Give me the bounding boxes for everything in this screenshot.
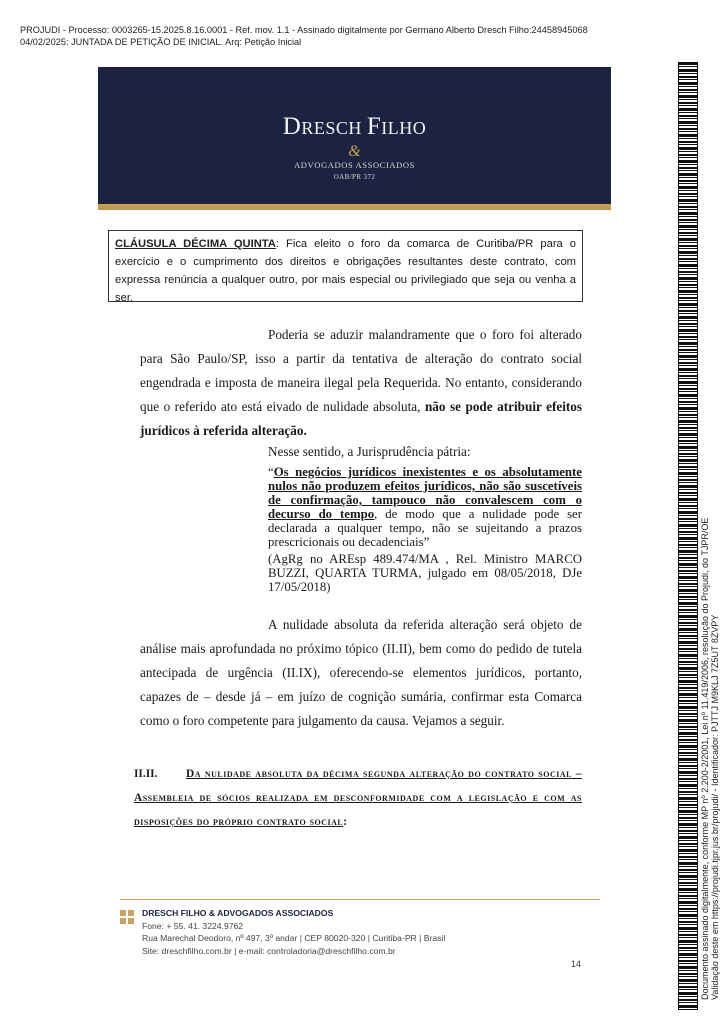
- section-title: Da nulidade absoluta da décima segunda alteração do contrato social – Assembleia de sócios realizada em desconformidade com a legislação e com as disposições do próprio contrato social: [134, 768, 582, 828]
- firm-logo-name: [98, 113, 611, 141]
- logo-ampersand: &: [348, 143, 361, 160]
- footer-divider: [120, 899, 600, 900]
- clause-text: : Fica eleito o foro da comarca de Curitiba/PR para o exercício e o cumprimento dos direitos e obrigações resultantes deste contrato, com expressa renúncia a qualquer outro, por mais especial ou privilegiado que seja ou venha a ser.: [115, 238, 577, 304]
- footer: [142, 907, 445, 957]
- footer-phone: Fone: + 55. 41. 3224.9762: [142, 920, 244, 931]
- page-number: 14: [571, 959, 582, 969]
- quote-open-mark: “: [268, 465, 274, 479]
- paragraph-3: A nulidade absoluta da referida alteração será objeto de análise mais aprofundada no próximo tópico (II.II), bem como do pedido de tutela antecipada de urgência (II.IX), oferecendo-se elementos jurídicos, portanto, capazes de – desde já – em juízo de cognição sumária, confirmar esta Comarca como o foro competente para julgamento da causa. Vejamos a seguir.: [140, 617, 582, 728]
- paragraph-1-text: Poderia se aduzir malandramente que o foro foi alterado para São Paulo/SP, isso a partir da tentativa de alteração do contrato social engendrada e imposta de maneira ilegal pela Requerida. No entanto, considerando que o referido ato está eivado de nulidade absoluta,: [140, 327, 582, 414]
- paragraph-1-bold: não se pode atribuir efeitos jurídicos à referida alteração.: [140, 399, 583, 438]
- section-colon: :: [343, 816, 348, 828]
- clause-label: CLÁUSULA DÉCIMA QUINTA: [115, 238, 276, 250]
- banner-gold-stripe: [98, 204, 611, 210]
- logo-letter-f: F: [366, 113, 382, 140]
- logo-subtitle: ADVOGADOS ASSOCIADOS: [294, 160, 415, 170]
- footer-contact: Site: dreschfilho.com.br | e-mail: controladoria@dreschfilho.com.br: [142, 945, 396, 956]
- quote-rest: , de modo que a nulidade pode ser declarada a qualquer tempo, não se sujeitando a prazos prescricionais ou decadenciais”: [268, 507, 582, 549]
- paragraph-2: Nesse sentido, a Jurisprudência pátria:: [268, 444, 471, 459]
- stamp-line-2: 04/02/2025: JUNTADA DE PETIÇÃO DE INICIAL. Arq: Petição Inicial: [20, 37, 302, 47]
- logo-ilho: ILHO: [381, 118, 427, 138]
- jurisprudence-quote: [268, 465, 582, 549]
- projudi-stamp: [20, 24, 660, 48]
- logo-oab: OAB/PR 372: [333, 173, 376, 181]
- paragraph-1: [140, 323, 582, 443]
- quote-citation: (AgRg no AREsp 489.474/MA , Rel. Ministro MARCO BUZZI, QUARTA TURMA, julgado em 08/05/2018, DJe 17/05/2018): [268, 552, 582, 594]
- stamp-line-1: PROJUDI - Processo: 0003265-15.2025.8.16.0001 - Ref. mov. 1.1 - Assinado digitalmente por Germano Alberto Dresch Filho:24458945068: [20, 25, 588, 35]
- logo-resch: RESCH: [301, 118, 367, 138]
- footer-firm: DRESCH FILHO & ADVOGADOS ASSOCIADOS: [142, 908, 334, 918]
- footer-address: Rua Marechal Deodoro, nº 497, 3º andar | CEP 80020-320 | Curitiba-PR | Brasil: [142, 933, 446, 943]
- section-heading: [134, 762, 582, 834]
- logo-letter-d: D: [282, 113, 302, 140]
- clause-box: [108, 230, 583, 302]
- letterhead-banner: [98, 67, 611, 204]
- section-number: II.II.: [134, 768, 158, 780]
- barcode: [678, 62, 698, 1010]
- signature-note-line-2: Validação deste em https://projudi.tjpr.jus.br/projudi/ - Identificador: PJTTJ M9KLJ 7Z5UT 8ZVPY: [710, 614, 720, 1000]
- signature-note-line-1: Documento assinado digitalmente, conforme MP nº 2.200-2/2001, Lei nº 11.419/2006, resolução do Projudi, do TJPR/OE: [700, 517, 710, 1000]
- quote-emphasis: Os negócios jurídicos inexistentes e os absolutamente nulos não produzem efeitos jurídicos, não são suscetíveis de confirmação, tampouco não convalescem com o decurso do tempo: [268, 465, 582, 521]
- footer-logo-mark: [120, 910, 136, 926]
